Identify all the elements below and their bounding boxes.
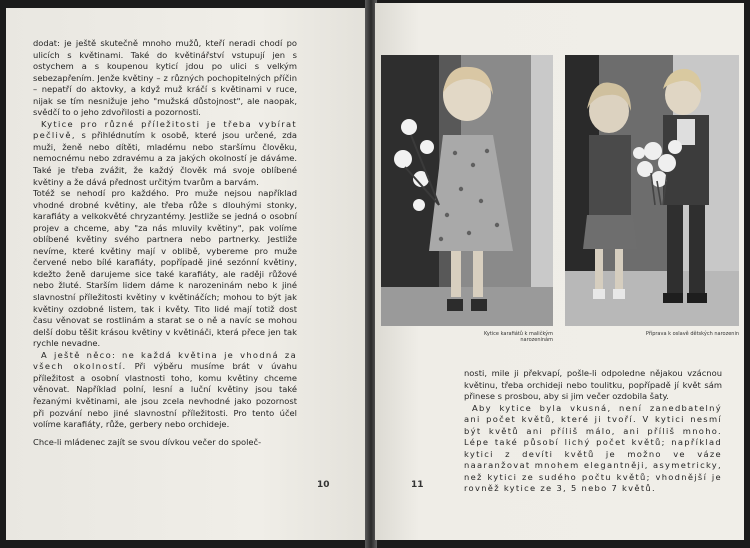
paragraph-body: s přihlédnutím k osobě, které jsou určené, zda muži, ženě nebo dítěti, mladému nebo staršímu člověku, nemocnému nebo zdravému a za jakých okolností je dáváme. Také je třeba zvážit, že každý člověk má svoje oblíbené květiny a že dává přednost určitým tvarům a barvám. bbox=[33, 130, 297, 187]
paragraph: Chce-li mládenec zajít se svou dívkou večer do společ- bbox=[33, 436, 262, 447]
page-number: 11 bbox=[411, 480, 424, 490]
photo-girl-with-flowers bbox=[381, 55, 553, 326]
page-number: 10 bbox=[317, 480, 330, 490]
paragraph: dodat: je ještě skutečně mnoho mužů, kteří neradi chodí po ulicích s květinami. Také do květinářství vstupují jen s ostychem a s koupenou kyticí jdou po ulici s velkým sebezapřením. Jenže květiny – z různých pochopitelných příčin – nepatří do aktovky, a když muž kráčí s květinami v ruce, nijak se tím nesnižuje jeho "mužská důstojnost", ale naopak, svědčí to o jeho zdvořilosti a pozornosti. bbox=[33, 38, 297, 118]
paragraph: Totéž se nehodí pro každého. Pro muže nejsou například vhodné drobné květiny, ale třeba růže s dlouhými stonky, karafiáty a velkokvěté chryzantémy. Jestliže se jedná o osobní projev a chceme, aby "za nás mluvily květiny", pak volíme oblíbené květiny svého partnera nebo partnerky. Jestliže nevíme, které květiny mají v oblibě, vybereme pro muže červené nebo bílé karafiáty, popřípadě jiné sezónní květiny, kdežto ženě darujeme sice také karafiáty, ale raději růžové nebo žluté. Starším lidem dáme k narozeninám nebo k jiné slavnostní příležitosti květiny v květináčích; mohou to být jak květiny ozdobné listem, tak i květy. Tito lidé mají totiž dost času věnovat se rostlinám a starat se o ně a navíc se mohou delší dobu těšit krásou květiny v květináči, která přece jen tak rychle nevadne. bbox=[33, 188, 297, 349]
spaced-lead: Kytice pro různé příležitosti je třeba vybírat pečlivě, bbox=[33, 118, 297, 141]
paragraph-body: Při výběru musíme brát v úvahu příležitost a osobní vlastnosti toho, komu květiny chceme věnovat. Například polní, lesní a luční květiny jsou také řezanými květinami, ale jsou zcela nevhodné jako pozornost při pozvání nebo jiné slavnostní příležitosti. Pro tento účel volíme karafiáty, růže, gerbery nebo orchideje. bbox=[33, 361, 297, 430]
paragraph bbox=[33, 119, 297, 188]
photo-caption: Příprava k oslavě dětských narozenin bbox=[645, 331, 739, 337]
photo-girl-with-flowers-image bbox=[381, 55, 553, 326]
paragraph: Aby kytice byla vkusná, není zanedbatelný ani počet květů, které ji tvoří. V kytici nesmí být květů ani příliš málo, ani příliš mnoho. Lépe také působí lichý počet květů; například kytici z devíti květů je možno ve váze naaranžovat mnohem elegantněji, asymetricky, než kytici ze sudého počtu květů; vhodnější je rovněž kytice ze 3, 5 nebo 7 květů. bbox=[464, 402, 722, 494]
right-page bbox=[375, 3, 744, 540]
left-page-text bbox=[33, 38, 297, 448]
right-page-text bbox=[464, 368, 722, 495]
spaced-lead: A ještě něco: ne každá květina je vhodná za všech okolností. bbox=[33, 349, 297, 372]
left-page bbox=[6, 8, 367, 540]
paragraph: nosti, mile ji překvapí, pošle-li odpoledne nějakou vzácnou květinu, třeba orchideji nebo toulitku, popřípadě jí květ sám přinese s prosbou, aby si jim večer ozdobila šaty. bbox=[464, 368, 722, 402]
photo-caption: Kytice karafiátů k maličkým narozeninám bbox=[483, 331, 553, 344]
photo-children-birthday bbox=[565, 55, 739, 326]
photo-children-birthday-image bbox=[565, 55, 739, 326]
paragraph bbox=[33, 350, 297, 431]
